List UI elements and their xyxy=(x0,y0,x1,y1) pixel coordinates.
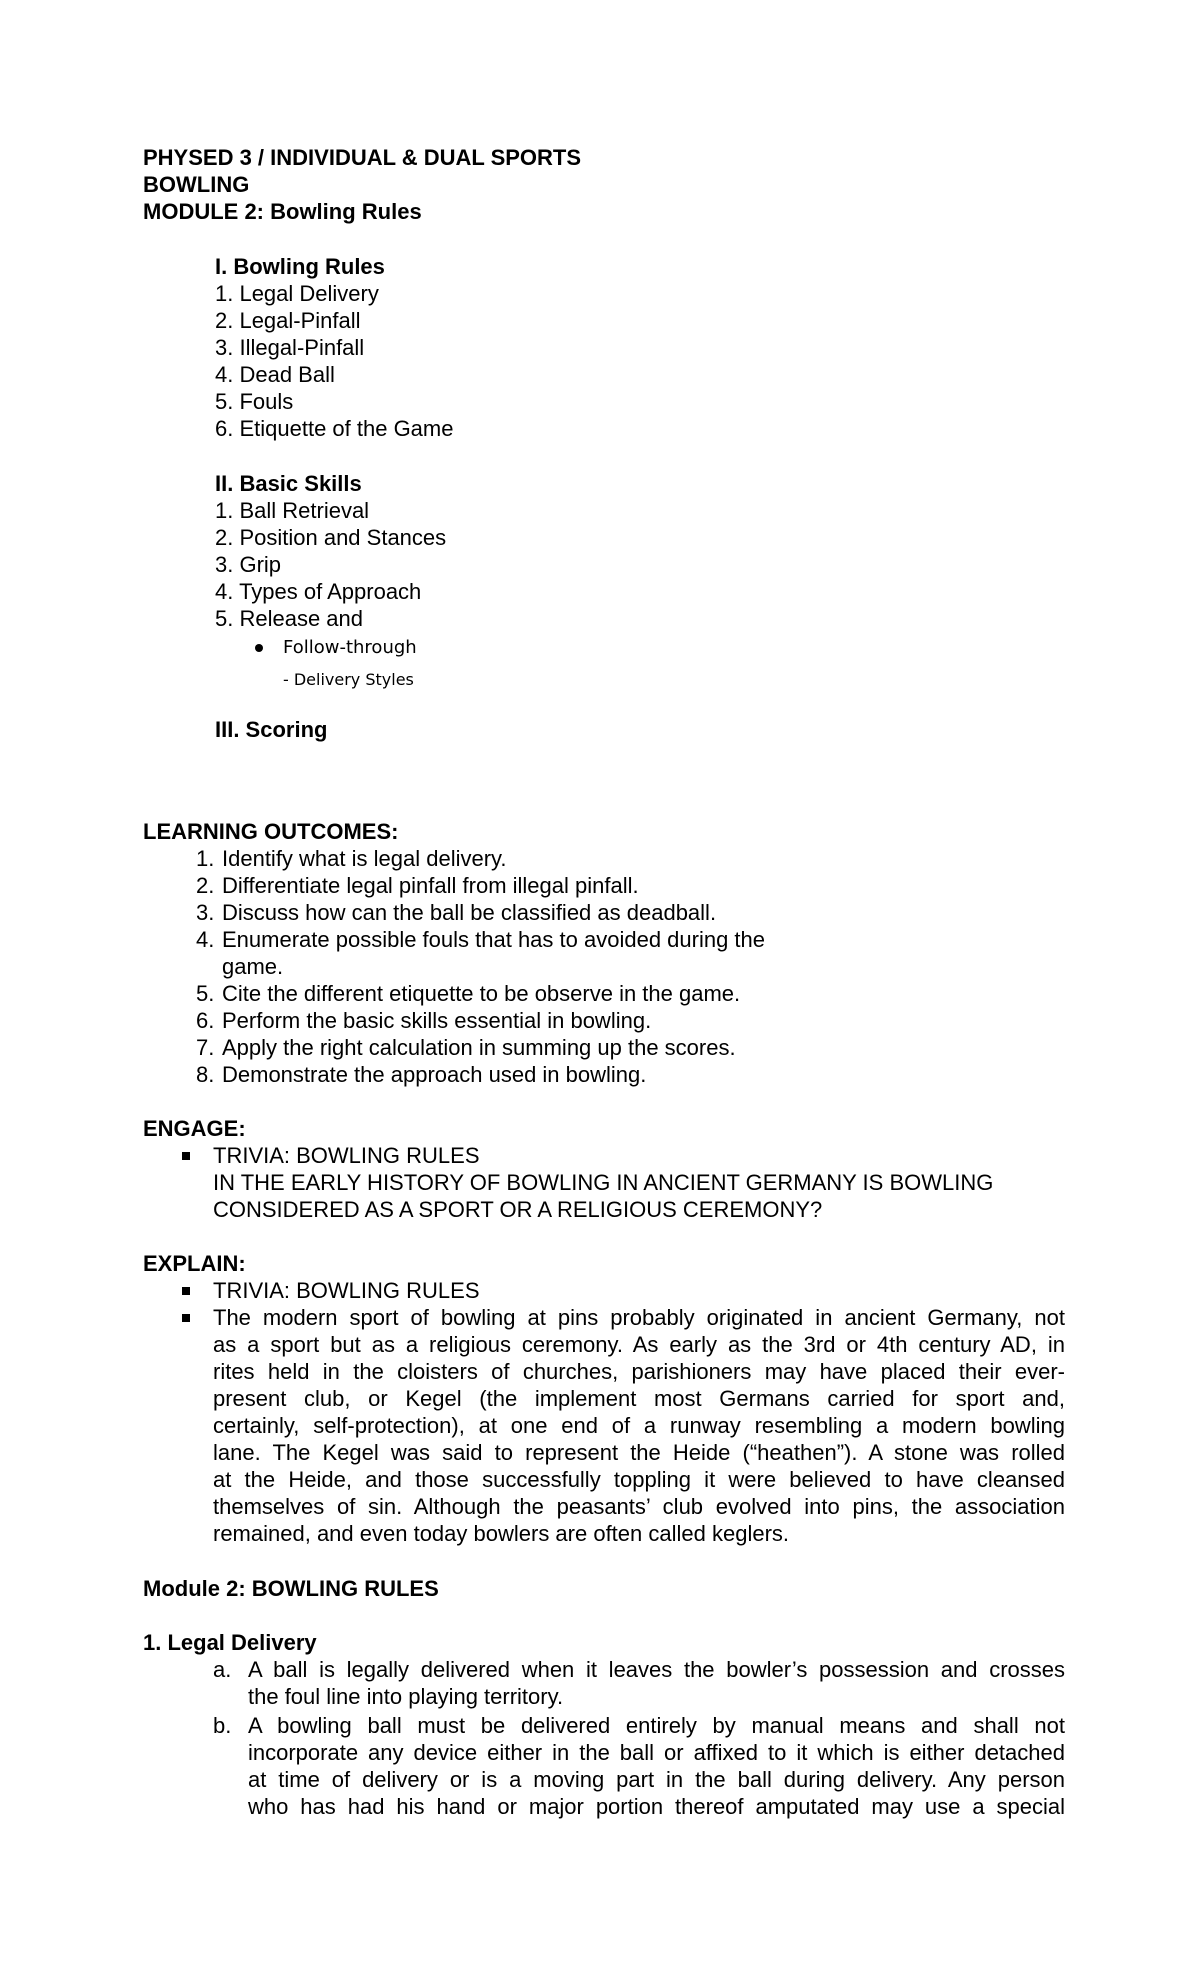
rule-label: b. xyxy=(213,1713,232,1738)
outline-item: 2. Position and Stances xyxy=(215,525,447,550)
engage-line: CONSIDERED AS A SPORT OR A RELIGIOUS CEREMONY? xyxy=(213,1197,823,1222)
outcome-text: Apply the right calculation in summing up the scores. xyxy=(222,1035,736,1060)
rule-label: a. xyxy=(213,1657,232,1682)
square-bullet-icon xyxy=(182,1152,190,1160)
legal-delivery-heading: 1. Legal Delivery xyxy=(143,1630,317,1655)
outcome-number: 1. xyxy=(196,846,215,871)
outcome-text: Differentiate legal pinfall from illegal pinfall. xyxy=(222,873,639,898)
explain-paragraph-line: certainly, self-protection), at one end of a runway resembling a modern bowling xyxy=(213,1413,1065,1438)
bullet-dot-icon xyxy=(255,644,263,652)
explain-item: TRIVIA: BOWLING RULES xyxy=(213,1278,480,1303)
outline-bullet-item: Follow-through xyxy=(283,637,417,658)
engage-line: IN THE EARLY HISTORY OF BOWLING IN ANCIENT GERMANY IS BOWLING xyxy=(213,1170,994,1195)
explain-heading: EXPLAIN: xyxy=(143,1251,246,1276)
explain-paragraph-line: present club, or Kegel (the implement most Germans carried for sport and, xyxy=(213,1386,1065,1411)
outline-section-1-title: I. Bowling Rules xyxy=(215,254,385,279)
outcome-text: Cite the different etiquette to be observe in the game. xyxy=(222,981,741,1006)
rule-text-line: incorporate any device either in the ball or affixed to it which is either detached xyxy=(248,1740,1065,1765)
outline-item: 1. Legal Delivery xyxy=(215,281,379,306)
outcome-text: Demonstrate the approach used in bowling. xyxy=(222,1062,647,1087)
outcome-number: 8. xyxy=(196,1062,215,1087)
outline-item: 4. Dead Ball xyxy=(215,362,335,387)
outline-item: 6. Etiquette of the Game xyxy=(215,416,454,441)
outline-item: 1. Ball Retrieval xyxy=(215,498,370,523)
engage-heading: ENGAGE: xyxy=(143,1116,246,1141)
explain-paragraph-line: rites held in the cloisters of churches, parishioners may have placed their ever- xyxy=(213,1359,1065,1384)
rule-text-line: the foul line into playing territory. xyxy=(248,1684,564,1709)
outline-sub-item: - Delivery Styles xyxy=(283,670,414,689)
outline-section-2-title: II. Basic Skills xyxy=(215,471,362,496)
explain-paragraph-line: lane. The Kegel was said to represent the Heide (“heathen”). A stone was rolled xyxy=(213,1440,1065,1465)
outline-item: 2. Legal-Pinfall xyxy=(215,308,361,333)
module-2-heading: Module 2: BOWLING RULES xyxy=(143,1576,439,1601)
outline-item: 3. Grip xyxy=(215,552,282,577)
rule-text-line: who has had his hand or major portion thereof amputated may use a special xyxy=(248,1794,1065,1819)
rule-text-line: at time of delivery or is a moving part in the ball during delivery. Any person xyxy=(248,1767,1065,1792)
outcome-number: 2. xyxy=(196,873,215,898)
outcome-text-continued: game. xyxy=(222,954,284,979)
sport-title: BOWLING xyxy=(143,172,250,197)
square-bullet-icon xyxy=(182,1314,190,1322)
outcome-number: 3. xyxy=(196,900,215,925)
outcome-number: 7. xyxy=(196,1035,215,1060)
learning-outcomes-heading: LEARNING OUTCOMES: xyxy=(143,819,399,844)
rule-text-line: A ball is legally delivered when it leaves the bowler’s possession and crosses xyxy=(248,1657,1065,1682)
outcome-text: Perform the basic skills essential in bowling. xyxy=(222,1008,652,1033)
explain-paragraph-line: at the Heide, and those successfully toppling it were believed to have cleansed xyxy=(213,1467,1065,1492)
outcome-text: Enumerate possible fouls that has to avoided during the xyxy=(222,927,766,952)
outcome-text: Identify what is legal delivery. xyxy=(222,846,507,871)
engage-line: TRIVIA: BOWLING RULES xyxy=(213,1143,480,1168)
course-title: PHYSED 3 / INDIVIDUAL & DUAL SPORTS xyxy=(143,145,582,170)
outcome-number: 4. xyxy=(196,927,215,952)
outline-item: 3. Illegal-Pinfall xyxy=(215,335,365,360)
outcome-number: 5. xyxy=(196,981,215,1006)
explain-paragraph-line: as a sport but as a religious ceremony. As early as the 3rd or 4th century AD, in xyxy=(213,1332,1065,1357)
module-title: MODULE 2: Bowling Rules xyxy=(143,199,422,224)
explain-paragraph-line: themselves of sin. Although the peasants’ club evolved into pins, the association xyxy=(213,1494,1065,1519)
explain-paragraph-line: The modern sport of bowling at pins probably originated in ancient Germany, not xyxy=(213,1305,1065,1330)
rule-text-line: A bowling ball must be delivered entirely by manual means and shall not xyxy=(248,1713,1065,1738)
outcome-text: Discuss how can the ball be classified as deadball. xyxy=(222,900,717,925)
outline-item: 4. Types of Approach xyxy=(215,579,422,604)
outcome-number: 6. xyxy=(196,1008,215,1033)
explain-paragraph-line: remained, and even today bowlers are often called keglers. xyxy=(213,1521,790,1546)
outline-item: 5. Fouls xyxy=(215,389,294,414)
outline-section-3-title: III. Scoring xyxy=(215,717,328,742)
outline-item: 5. Release and xyxy=(215,606,363,631)
square-bullet-icon xyxy=(182,1287,190,1295)
